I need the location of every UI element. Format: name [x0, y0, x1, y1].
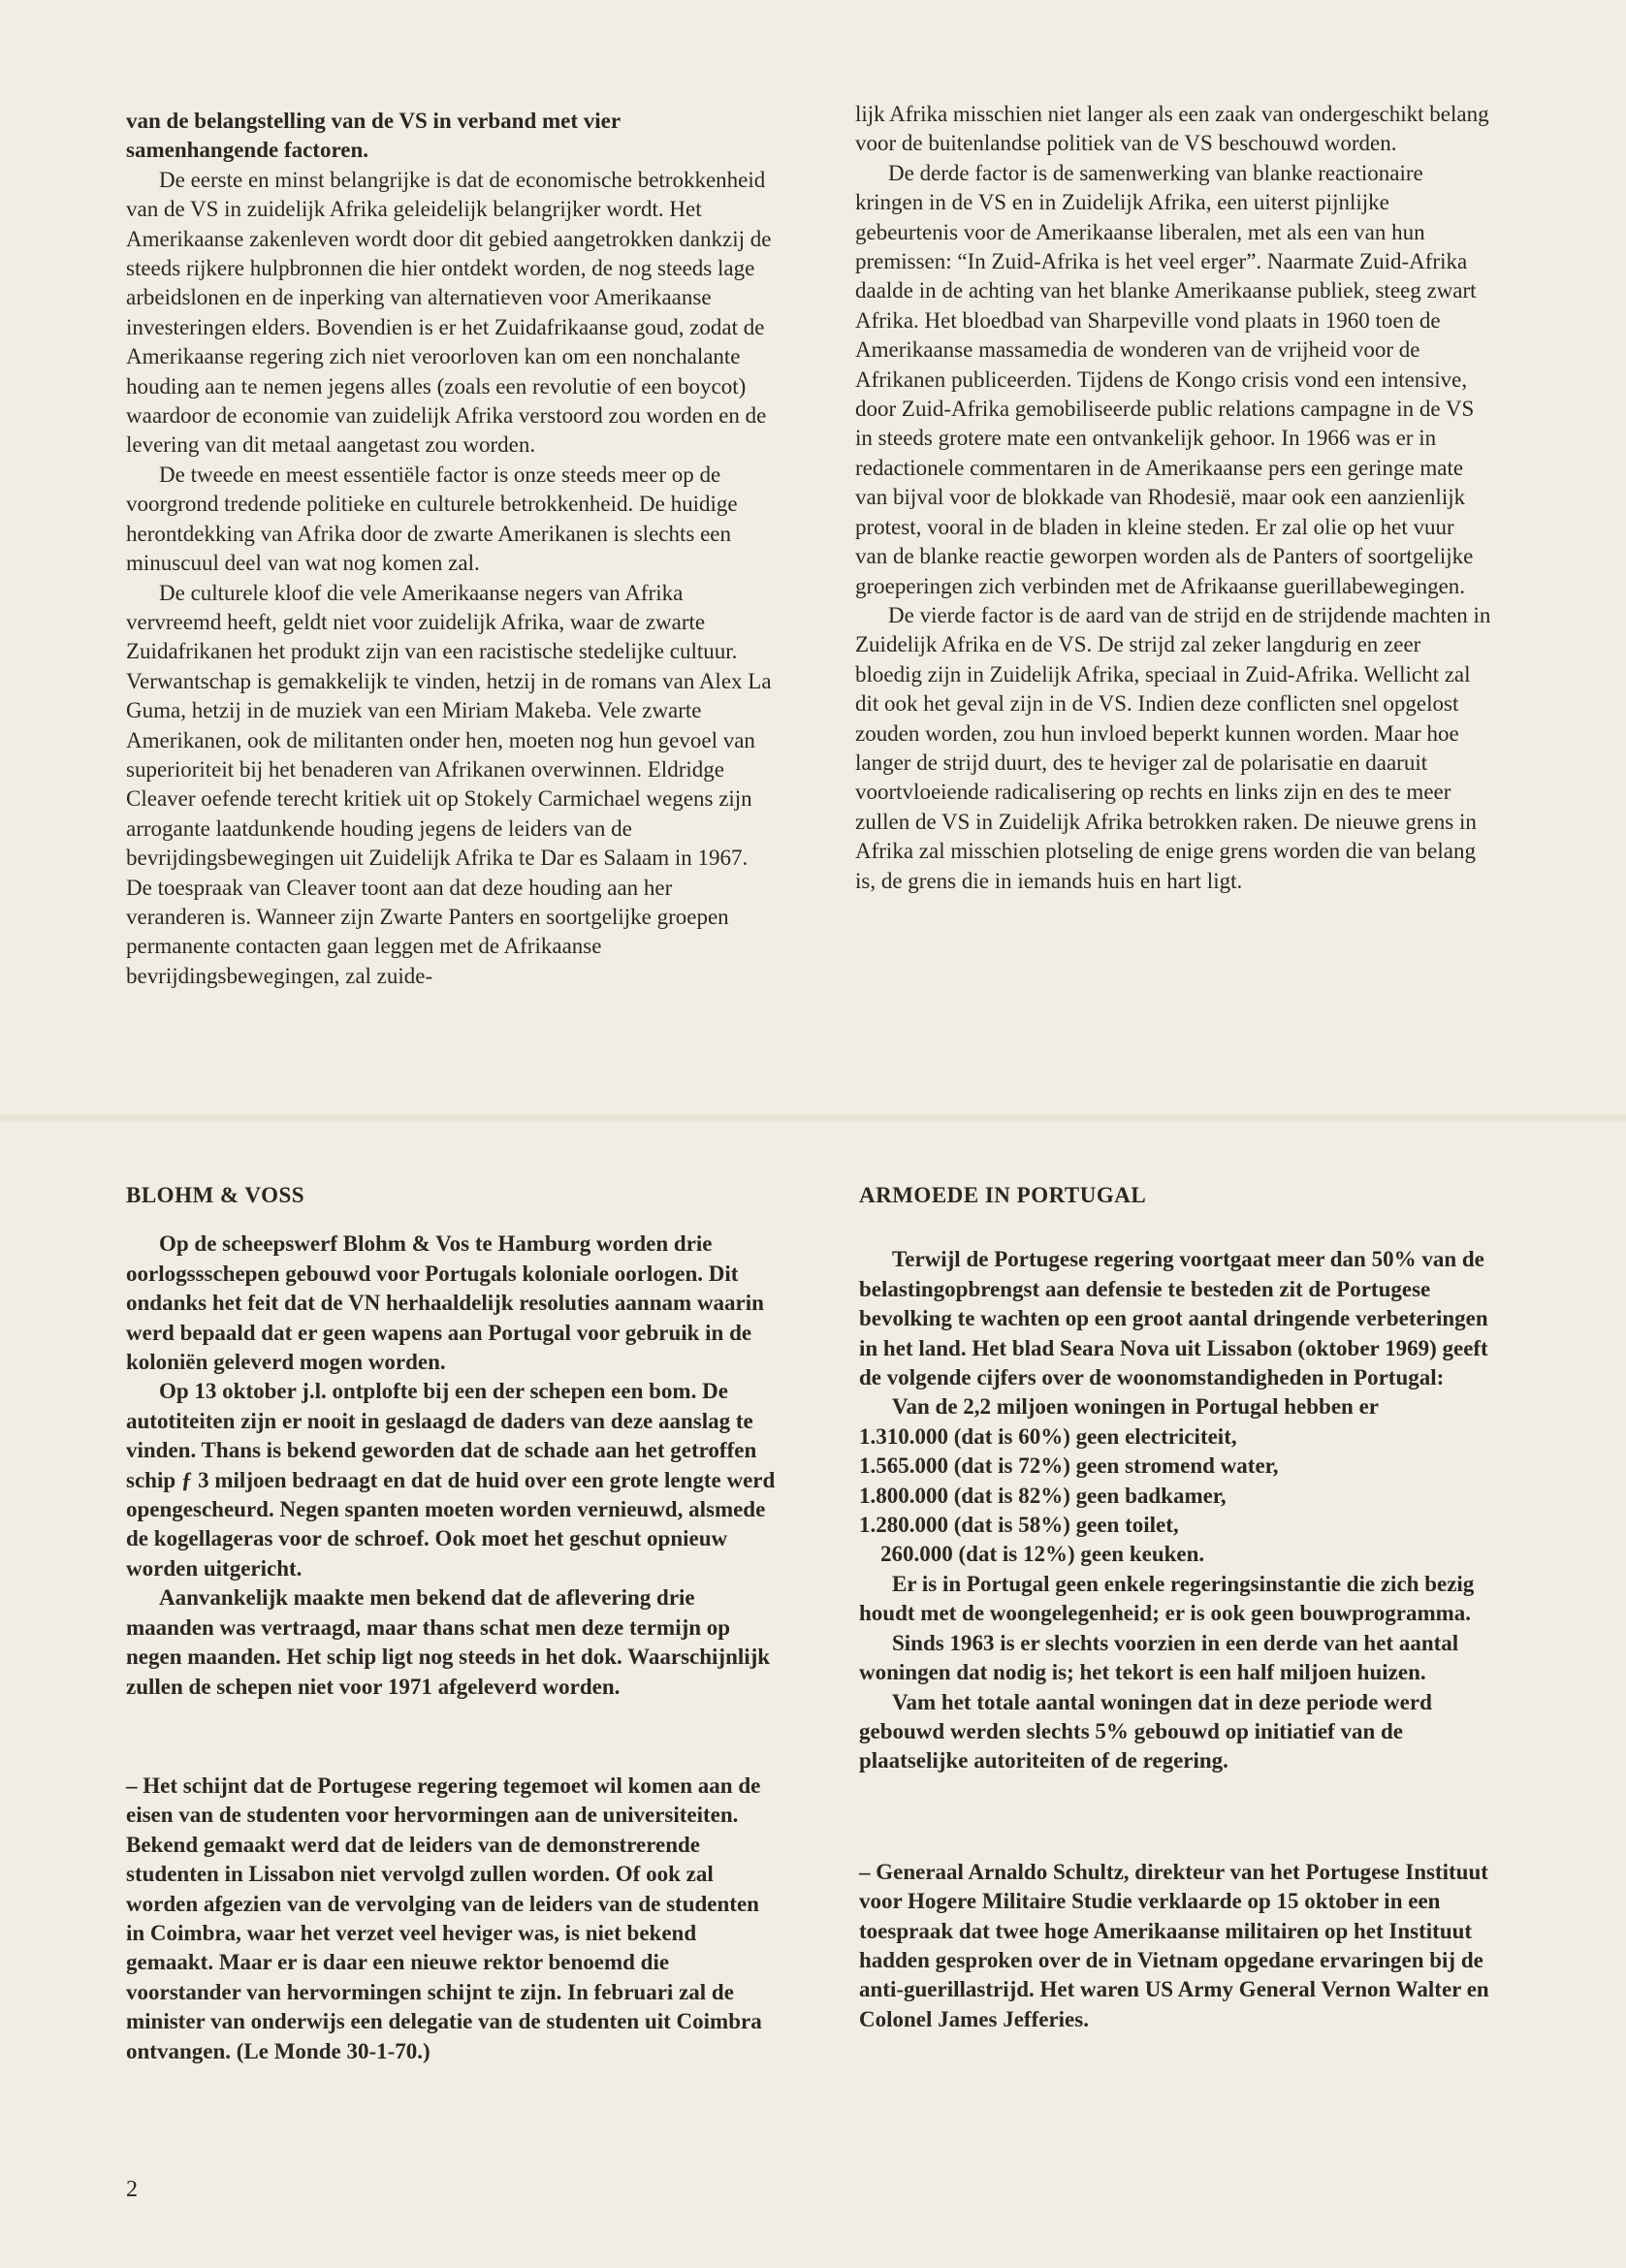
paragraph: Op de scheepswerf Blohm & Vos te Hamburg worden drie oorlogssschepen gebouwd voor Portugals koloniale oorlogen. Dit ondanks het feit dat de VN herhaaldelijk resoluties aannam waarin werd bepaald dat er geen wapens aan Portugal voor gebruik in de koloniën geleverd mogen worden. — [126, 1231, 764, 1375]
news-note: – Generaal Arnaldo Schultz, direkteur van het Portugese Instituut voor Hogere Militaire Studie verklaarde op 15 oktober in een toespraak dat twee hoge Amerikaanse militairen op het Instituut hadden gesproken over de in Vietnam opgedane ervaringen bij de anti-guerillastrijd. Het waren US Army General Vernon Walter en Colonel James Jefferies. — [859, 1859, 1489, 2031]
paragraph: De tweede en meest essentiële factor is onze steeds meer op de voorgrond tredende politieke en culturele betrokkenheid. De huidige herontdekking van Afrika door de zwarte Amerikanen is slechts een minuscuul deel van wat nog komen zal. — [126, 462, 738, 576]
paragraph: De eerste en minst belangrijke is dat de economische betrokkenheid van de VS in zuidelijk Afrika geleidelijk belangrijker wordt. Het Amerikaanse zakenleven wordt door dit gebied aangetrokken dankzij de steeds rijkere hulpbronnen die hier ontdekt worden, de nog steeds lage arbeidslonen en de inperking van alternatieven voor Amerikaanse investeringen elders. Bovendien is er het Zuidafrikaanse goud, zodat de Amerikaanse regering zich niet veroorloven kan om een nonchalante houding aan te nemen jegens alles (zoals een revolutie of een boycot) waardoor de economie van zuidelijk Afrika verstoord zou worden en de levering van dit metaal aangetast zou worden. — [126, 167, 772, 458]
paragraph: De culturele kloof die vele Amerikaanse negers van Afrika vervreemd heeft, geldt niet voor zuidelijk Afrika, waar de zwarte Zuidafrikanen het produkt zijn van een racistische stedelijke cultuur. Verwantschap is gemakkelijk te vinden, hetzij in de romans van Alex La Guma, hetzij in de muziek van een Miriam Makeba. Vele zwarte Amerikanen, ook de militanten onder hen, moeten nog hun gevoel van superioriteit bij het benaderen van Afrikanen overwinnen. Eldridge Cleaver oefende terecht kritiek uit op Stokely Carmichael wegens zijn arrogante laatdunkende houding jegens de leiders van de bevrijdingsbewegingen uit Zuidelijk Afrika te Dar es Salaam in 1967. De toespraak van Cleaver toont aan dat deze houding aan her veranderen is. Wanneer zijn Zwarte Panters en soortgelijke groepen permanente contacten gaan leggen met de Afrikaanse bevrijdingsbewegingen, zal zuide- — [126, 580, 772, 988]
stat-line: 1.565.000 (dat is 72%) geen stromend water, — [859, 1453, 1279, 1479]
paragraph: De derde factor is de samenwerking van blanke reactionaire kringen in de VS en in Zuidelijk Afrika, een uiterst pijnlijke gebeurtenis voor de Amerikaanse liberalen, met als een van hun premissen: “In Zuid-Afrika is het veel erger”. Naarmate Zuid-Afrika daalde in de achting van het blanke Amerikaanse publiek, steeg zwart Afrika. Het bloedbad van Sharpeville vond plaats in 1960 toen de Amerikaanse massamedia de wonderen van de vrijheid voor de Afrikanen publiceerden. Tijdens de Kongo crisis vond een intensive, door Zuid-Afrika gemobiliseerde public relations campagne in de VS in steeds grotere mate een ontvankelijk gehoor. In 1966 was er in redactionele commentaren in de Amerikaanse pers een geringe mate van bijval voor de blokkade van Rhodesië, maar ook een aanzienlijk protest, vooral in de bladen in kleine steden. Er zal olie op het vuur van de blanke reactie geworpen worden als de Panters of soortgelijke groeperingen zich verbinden met de Afrikaanse guerillabewegingen. — [855, 160, 1477, 598]
paragraph: Aanvankelijk maakte men bekend dat de aflevering drie maanden was vertraagd, maar thans schat men deze termijn op negen maanden. Het schip ligt nog steeds in het dok. Waarschijnlijk zullen de schepen niet voor 1971 afgeleverd worden. — [126, 1585, 771, 1699]
paragraph: Sinds 1963 is er slechts voorzien in een derde van het aantal woningen dat nodig is; het tekort is een half miljoen huizen. — [859, 1630, 1459, 1685]
stat-line: 1.280.000 (dat is 58%) geen toilet, — [859, 1513, 1179, 1538]
paragraph: De vierde factor is de aard van de strijd en de strijdende machten in Zuidelijk Afrika en de VS. De strijd zal zeker langdurig en zeer bloedig zijn in Zuidelijk Afrika, speciaal in Zuid-Afrika. Wellicht zal dit ook het geval zijn in de VS. Indien deze conflicten snel opgelost zouden worden, zou hun invloed beperkt kunnen worden. Maar hoe langer de strijd duurt, des te heviger zal de polarisatie en daaruit voortvloeiende radicalisering op rechts en links zijn en des te meer zullen de VS in Zuidelijk Afrika betrokken raken. De nieuwe grens in Afrika zal misschien plotseling de enige grens worden die van belang is, de grens die in iemands huis en hart ligt. — [855, 602, 1491, 893]
section-heading: ARMOEDE IN PORTUGAL — [859, 1183, 1147, 1207]
paragraph: Er is in Portugal geen enkele regeringsinstantie die zich bezig houdt met de woongelegenheid; er is ook geen bouwprogramma. — [859, 1571, 1475, 1626]
section-heading: BLOHM & VOSS — [126, 1183, 305, 1207]
paragraph: Van de 2,2 miljoen woningen in Portugal hebben er — [892, 1394, 1380, 1420]
stat-line: 260.000 (dat is 12%) geen keuken. — [880, 1542, 1205, 1567]
stat-line: 1.800.000 (dat is 82%) geen badkamer, — [859, 1483, 1227, 1508]
news-note: – Het schijnt dat de Portugese regering tegemoet wil komen aan de eisen van de studenten voor hervormingen aan de universiteiten. Bekend gemaakt werd dat de leiders van de demonstrerende studenten in Lissabon niet vervolgd zullen worden. Of ook zal worden afgezien van de vervolging van de leiders van de studenten in Coimbra, waar het verzet veel heviger was, is niet bekend gemaakt. Maar er is daar een nieuwe rektor benoemd die voorstander van hervormingen schijnt te zijn. In februari zal de minister van onderwijs een delegatie van de studenten uit Coimbra ontvangen. (Le Monde 30-1-70.) — [126, 1773, 762, 2063]
article-continuation-left — [126, 107, 776, 991]
spacer — [859, 1776, 1499, 1858]
article-continuation-right — [855, 100, 1491, 896]
spacer — [126, 1702, 778, 1772]
blohm-voss-article — [126, 1181, 778, 2066]
page-fold — [0, 1113, 1626, 1123]
paragraph: Terwijl de Portugese regering voortgaat meer dan 50% van de belastingopbrengst aan defensie te besteden zit de Portugese bevolking te wachten op een groot aantal dringende verbeteringen in het land. Het blad Seara Nova uit Lissabon (oktober 1969) geeft de volgende cijfers over de woonomstandigheden in Portugal: — [859, 1247, 1488, 1390]
paragraph: Vam het totale aantal woningen dat in deze periode werd gebouwd werden slechts 5% gebouwd op initiatief van de plaatselijke autoriteiten of de regering. — [859, 1689, 1432, 1773]
page-number: 2 — [126, 2177, 138, 2202]
paragraph: Op 13 oktober j.l. ontplofte bij een der schepen een bom. De autotiteiten zijn er nooit in geslaagd de daders van deze aanslag te vinden. Thans is bekend geworden dat de schade aan het getroffen schip ƒ 3 miljoen bedraagt en dat de huid over een grote lengte werd opengescheurd. Negen spanten moeten worden vernieuwd, alsmede de kogellageras voor de schroef. Ook moet het geschut opnieuw worden uitgericht. — [126, 1379, 776, 1581]
paragraph: van de belangstelling van de VS in verband met vier samenhangende factoren. — [126, 109, 621, 163]
armoede-article — [859, 1181, 1499, 2034]
paragraph: lijk Afrika misschien niet langer als een zaak van ondergeschikt belang voor de buitenlandse politiek van de VS beschouwd worden. — [855, 102, 1489, 156]
stat-line: 1.310.000 (dat is 60%) geen electriciteit, — [859, 1423, 1237, 1449]
